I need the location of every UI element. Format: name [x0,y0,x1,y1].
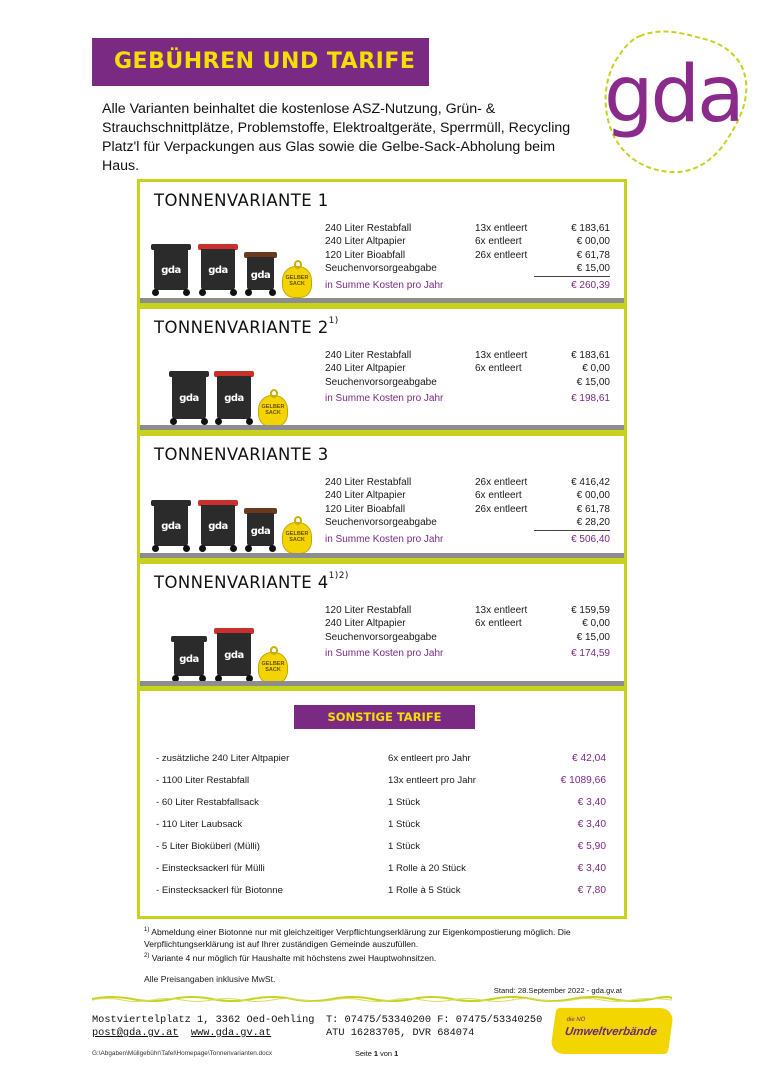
bin-grey-120: gda [174,636,204,682]
total-row: in Summe Kosten pro Jahr € 198,61 [325,393,610,405]
sum-line [534,530,610,531]
stand-date: Stand: 28.September 2022 - gda.gv.at [493,986,622,995]
footnote-1: $^{1)}$ Abmeldung einer Biotonne nur mit gleichzeitiger Verpflichtungserklärung zur Eigenkompostierung möglich. Die Verpflichtungserklärung ist auf Ihrer zuständigen Gemeinde auszufüllen. [144,926,571,949]
cost-row: 120 Liter Bioabfall 26x entleert € 61,78 [325,249,610,261]
variant-card-4 [137,561,627,689]
cost-row: 240 Liter Restabfall 13x entleert € 183,61 [325,223,610,234]
total-row: in Summe Kosten pro Jahr € 506,40 [325,533,610,545]
page-number: Seite 1 von 1 [355,1049,399,1058]
bin-grey-240: gda [172,371,206,425]
bin-brown-120: gda [247,508,274,552]
variant-card-3 [137,433,627,561]
tariff-row: - Einstecksackerl für Mülli 1 Rolle à 20 Stück € 3,40 [156,863,606,874]
variant-title: TONNENVARIANTE 1 [154,191,329,210]
bin-red-240: gda [217,371,251,425]
cost-row: 240 Liter Altpapier 6x entleert € 00,00 [325,236,610,248]
tariff-row: - zusätzliche 240 Liter Altpapier 6x entleert pro Jahr € 42,04 [156,753,606,764]
tariff-row: - 110 Liter Laubsack 1 Stück € 3,40 [156,819,606,830]
cost-row: Seuchenvorsorgeabgabe € 15,00 [325,376,610,388]
bin-red-240: gda [201,500,235,552]
bin-red-240: gda [217,628,251,682]
bin-grey-240: gda [154,500,188,552]
tariff-row: - 60 Liter Restabfallsack 1 Stück € 3,40 [156,797,606,808]
other-tariffs-title: SONSTIGE TARIFE [294,705,475,729]
tariff-row: - 1100 Liter Restabfall 13x entleert pro Jahr € 1089,66 [156,775,606,786]
yellow-sack-icon: GELBER SACK [258,395,288,427]
cost-row: Seuchenvorsorgeabgabe € 28,20 [325,517,610,529]
cost-row: 240 Liter Restabfall 13x entleert € 183,61 [325,350,610,361]
cost-row: 120 Liter Bioabfall 26x entleert € 61,78 [325,503,610,515]
variant-card-2 [137,306,627,433]
footnotes [144,924,624,964]
grass-divider-icon [92,994,672,1002]
cost-table [325,604,610,661]
cost-table [325,476,610,546]
cost-row: Seuchenvorsorgeabgabe € 15,00 [325,263,610,275]
vat-note: Alle Preisangaben inklusive MwSt. [144,974,276,984]
total-row: in Summe Kosten pro Jahr € 260,39 [325,279,610,291]
website-link[interactable]: www.gda.gv.at [190,1027,272,1039]
footer-contact: T: 07475/53340200 F: 07475/53340250 ATU 16283705, DVR 684074 [326,1014,543,1039]
cost-table [325,222,610,292]
page-title: GEBÜHREN UND TARIFE [92,38,429,86]
tariff-row: - 5 Liter Bioküberl (Mülli) 1 Stück € 5,90 [156,841,606,852]
cost-table [325,349,610,406]
yellow-sack-icon: GELBER SACK [282,266,312,298]
cost-row: 240 Liter Altpapier 6x entleert € 0,00 [325,363,610,375]
cost-row: 240 Liter Altpapier 6x entleert € 00,00 [325,490,610,502]
footnote-2: $^{2)}$ Variante 4 nur möglich für Haushalte mit höchstens zwei Hauptwohnsitzen. [144,952,437,963]
yellow-sack-icon: GELBER SACK [282,522,312,554]
cost-row: 240 Liter Restabfall 26x entleert € 416,42 [325,477,610,488]
cost-row: 120 Liter Restabfall 13x entleert € 159,59 [325,605,610,616]
sum-line [534,276,610,277]
footer-address: Mostviertelplatz 1, 3362 Oed-Oehling post@gda.gv.at www.gda.gv.at [92,1014,315,1039]
variant-title: TONNENVARIANTE $4^{1)2)}$ [154,571,349,592]
gda-logo [600,28,750,178]
bin-red-240: gda [201,244,235,296]
intro-text: Alle Varianten beinhaltet die kostenlose ASZ-Nutzung, Grün- & Strauchschnittplätze, Problemstoffe, Elektroaltgeräte, Sperrmüll, Recycling Platz'l für Verpackungen aus Glas sowie die Gelbe-Sack-Abholung beim Haus. [102,101,571,174]
variant-card-1 [137,179,627,306]
logo-text: gda [604,50,742,140]
other-tariffs-box [137,688,627,919]
bin-grey-240: gda [154,244,188,296]
tariff-row: - Einstecksackerl für Biotonne 1 Rolle à 5 Stück € 7,80 [156,885,606,896]
variant-title: TONNENVARIANTE 3 [154,445,329,464]
email-link[interactable]: post@gda.gv.at [92,1027,179,1039]
cost-row: Seuchenvorsorgeabgabe € 15,00 [325,631,610,643]
variant-title: TONNENVARIANTE 2$^{1)}$ [154,316,339,337]
bin-brown-120: gda [247,252,274,296]
umweltverbaende-badge: die NÖ Umweltverbände [550,1008,674,1054]
total-row: in Summe Kosten pro Jahr € 174,59 [325,648,610,660]
file-path: G:\Abgaben\Müllgebühr\Tafel\Homepage\Tonnenvarianten.docx [92,1050,273,1057]
cost-row: 240 Liter Altpapier 6x entleert € 0,00 [325,618,610,630]
yellow-sack-icon: GELBER SACK [258,652,288,684]
